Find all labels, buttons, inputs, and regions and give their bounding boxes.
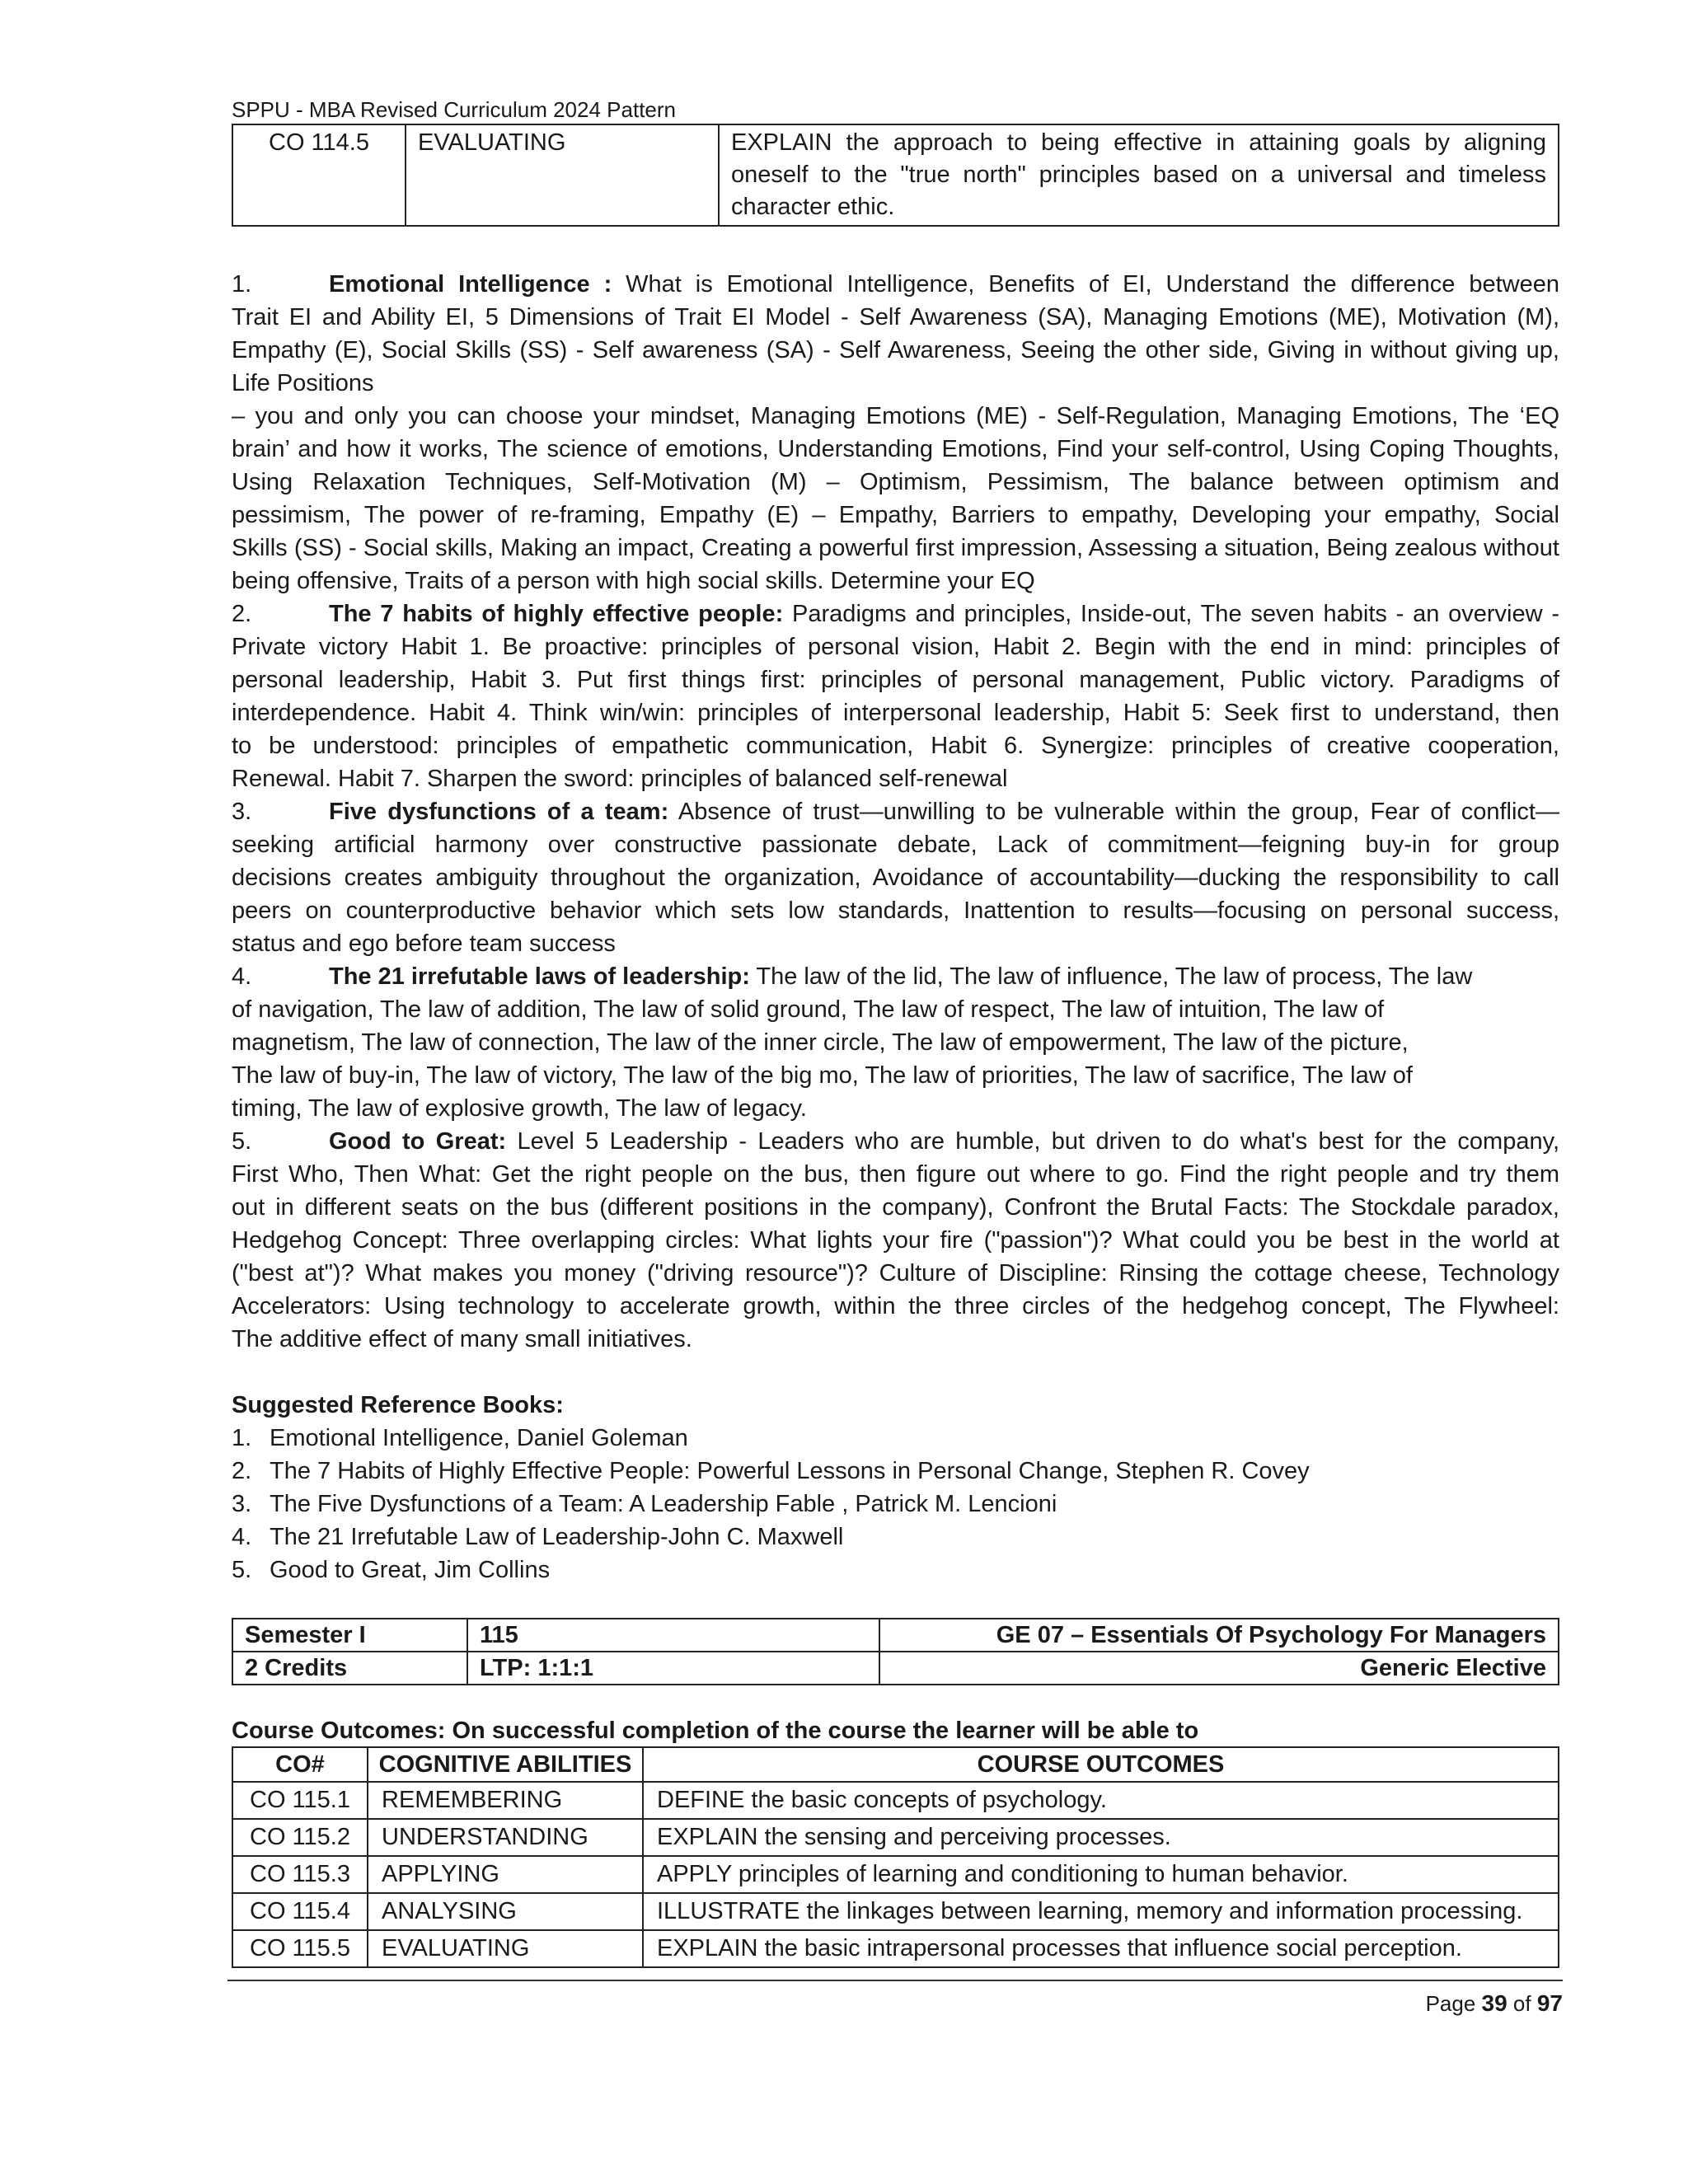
list-item: 3. The Five Dysfunctions of a Team: A Leadership Fable , Patrick M. Lencioni xyxy=(232,1491,1057,1517)
topic-2: 2. The 7 habits of highly effective people: Paradigms and principles, Inside-out, The seven habits - an overview - Private victory Habit 1. Be proactive: principles of personal vision, Habit 2. Begin with the end in mind: principles of personal leadership, Habit 3. Put first things first: principles of personal management, Public victory. Paradigms of interdependence. Habit 4. Think win/win: principles of interpersonal leadership, Habit 5: Seek first to understand, then to be understood: principles of empathetic communication, Habit 6. Synergize: principles of creative cooperation, Renewal. Habit 7. Sharpen the sword: principles of balanced self-renewal xyxy=(232,598,1559,795)
footer-divider xyxy=(227,1980,1563,1981)
outcome-cell: EXPLAIN the approach to being effective in attaining goals by aligning oneself to the "true north" principles based on a universal and timeless character ethic. xyxy=(719,124,1559,226)
topic-title: Emotional Intelligence : xyxy=(329,271,612,298)
course-name-cell: GE 07 – Essentials Of Psychology For Managers xyxy=(879,1619,1559,1652)
course-outcomes-table xyxy=(232,1746,1559,1968)
list-item: 1. Emotional Intelligence, Daniel Goleman xyxy=(232,1425,688,1451)
table-row: CO 115.1 REMEMBERING DEFINE the basic concepts of psychology. xyxy=(232,1782,1559,1819)
semester-cell: Semester I xyxy=(232,1619,467,1652)
topic-number: 3. xyxy=(232,799,252,825)
table-row xyxy=(232,1619,1559,1652)
total-pages: 97 xyxy=(1536,1990,1563,2016)
previous-outcomes-table xyxy=(232,124,1559,227)
credits-cell: 2 Credits xyxy=(232,1652,467,1685)
topic-4: 4. The 21 irrefutable laws of leadership: The law of the lid, The law of influence, The law of process, The law of navigation, The law of addition, The law of solid ground, The law of respect, The law of intuition, The law of magnetism, The law of connection, The law of the inner circle, The law of empowerment, The law of the picture, The law of buy-in, The law of victory, The law of the big mo, The law of priorities, The law of sacrifice, The law of timing, The law of explosive growth, The law of legacy. xyxy=(232,960,1559,1125)
table-row: CO 115.5 EVALUATING EXPLAIN the basic intrapersonal processes that influence social perception. xyxy=(232,1930,1559,1967)
topic-1: 1. Emotional Intelligence : What is Emotional Intelligence, Benefits of EI, Understand the difference between Trait EI and Ability EI, 5 Dimensions of Trait EI Model - Self Awareness (SA), Managing Emotions (ME), Motivation (M), Empathy (E), Social Skills (SS) - Self awareness (SA) - Self Awareness, Seeing the other side, Giving in without giving up, Life Positions – you and only you can choose your mindset, Managing Emotions (ME) - Self-Regulation, Managing Emotions, The ‘EQ brain’ and how it works, The science of emotions, Understanding Emotions, Find your self-control, Using Coping Thoughts, Using Relaxation Techniques, Self-Motivation (M) – Optimism, Pessimism, The balance between optimism and pessimism, The power of re-framing, Empathy (E) – Empathy, Barriers to empathy, Developing your empathy, Social Skills (SS) - Social skills, Making an impact, Creating a powerful first impression, Assessing a situation, Being zealous without being offensive, Traits of a person with high social skills. Determine your EQ xyxy=(232,268,1559,598)
topic-number: 1. xyxy=(232,271,252,298)
table-row xyxy=(232,1652,1559,1685)
ability-cell: EVALUATING xyxy=(406,124,719,226)
topic-3: 3. Five dysfunctions of a team: Absence of trust—unwilling to be vulnerable within the group, Fear of conflict— seeking artificial harmony over constructive passionate debate, Lack of commitment—feigning buy-in for group decisions creates ambiguity throughout the organization, Avoidance of accountability—ducking the responsibility to call peers on counterproductive behavior which sets low standards, Inattention to results—focusing on personal success, status and ego before team success xyxy=(232,795,1559,960)
table-row: CO 115.3 APPLYING APPLY principles of learning and conditioning to human behavior. xyxy=(232,1856,1559,1893)
topic-title: The 7 habits of highly effective people: xyxy=(329,601,784,627)
references-heading: Suggested Reference Books: xyxy=(232,1392,564,1418)
course-outcomes-heading: Course Outcomes: On successful completion of the course the learner will be able to xyxy=(232,1718,1199,1744)
topic-number: 2. xyxy=(232,601,252,627)
page-footer: Page 39 of 97 xyxy=(1425,1990,1563,2016)
table-row: CO 115.4 ANALYSING ILLUSTRATE the linkages between learning, memory and information processing. xyxy=(232,1893,1559,1930)
column-header: COURSE OUTCOMES xyxy=(643,1747,1559,1782)
topic-5: 5. Good to Great: Level 5 Leadership - Leaders who are humble, but driven to do what's best for the company, First Who, Then What: Get the right people on the bus, then figure out where to go. Find the right people and try them out in different seats on the bus (different positions in the company), Confront the Brutal Facts: The Stockdale paradox, Hedgehog Concept: Three overlapping circles: What lights your fire ("passion")? What could you be best in the world at ("best at")? What makes you money ("driving resource")? Culture of Discipline: Rinsing the cottage cheese, Technology Accelerators: Using technology to accelerate growth, within the three circles of the hedgehog concept, The Flywheel: The additive effect of many small initiatives. xyxy=(232,1125,1559,1356)
table-header-row xyxy=(232,1747,1559,1782)
page-content xyxy=(232,97,1559,1968)
topic-title: Five dysfunctions of a team: xyxy=(329,799,669,825)
topic-number: 4. xyxy=(232,963,252,990)
topic-title: Good to Great: xyxy=(329,1128,507,1155)
list-item: 4. The 21 Irrefutable Law of Leadership-John C. Maxwell xyxy=(232,1524,844,1550)
topic-number: 5. xyxy=(232,1128,252,1155)
topic-title: The 21 irrefutable laws of leadership: xyxy=(329,963,750,990)
co-code-cell: CO 114.5 xyxy=(232,124,406,226)
table-row xyxy=(232,124,1559,226)
course-info-table xyxy=(232,1618,1559,1685)
course-code-cell: 115 xyxy=(467,1619,879,1652)
column-header: COGNITIVE ABILITIES xyxy=(368,1747,643,1782)
course-type-cell: Generic Elective xyxy=(879,1652,1559,1685)
table-row: CO 115.2 UNDERSTANDING EXPLAIN the sensing and perceiving processes. xyxy=(232,1819,1559,1856)
list-item: 2. The 7 Habits of Highly Effective People: Powerful Lessons in Personal Change, Stephen R. Covey xyxy=(232,1458,1310,1484)
syllabus-topics xyxy=(232,268,1559,1356)
ltp-cell: LTP: 1:1:1 xyxy=(467,1652,879,1685)
page-number: 39 xyxy=(1481,1990,1507,2016)
page-header: SPPU - MBA Revised Curriculum 2024 Pattern xyxy=(232,97,676,122)
list-item: 5. Good to Great, Jim Collins xyxy=(232,1557,551,1583)
column-header: CO# xyxy=(232,1747,368,1782)
reference-list xyxy=(232,1422,1559,1586)
